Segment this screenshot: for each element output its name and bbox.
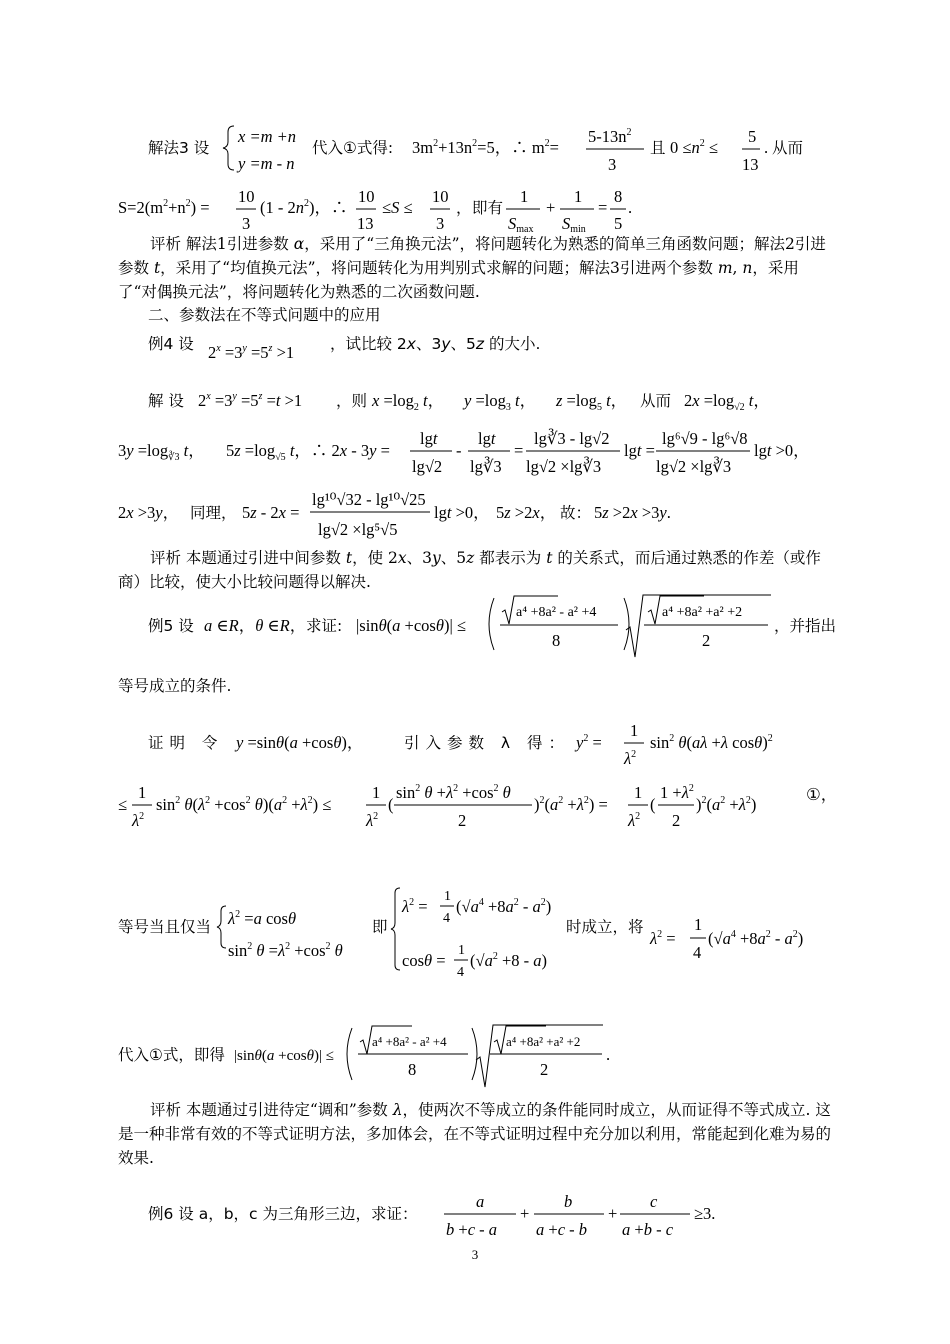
svg-text:(√a4 +8a2 - a2): $(√a^4 +8a^2 - a^2)$ — [456, 897, 552, 916]
svg-text:解 设: 解 设 — [148, 392, 184, 410]
svg-text:a⁴ +8a² - a² +4: a⁴ +8a² - a² +4 — [516, 605, 597, 620]
svg-text:Smax: Smax — [508, 214, 534, 235]
svg-text:lgt: lgt — [420, 429, 438, 448]
svg-text:例4 设: 例4 设 — [148, 335, 194, 353]
svg-text:b: b — [564, 1192, 573, 1211]
svg-text:3: 3 — [436, 214, 445, 233]
svg-text:1: 1 — [444, 889, 451, 904]
svg-text:≥3.: ≥3. — [694, 1204, 716, 1223]
svg-text:4: 4 — [693, 943, 702, 962]
svg-text:lg√2: lg√2 — [412, 457, 443, 476]
svg-text:λ2 =: $\lambda^2$ = — [650, 929, 676, 948]
svg-text:sin2 θ(λ2 +cos2 θ)(a2 +λ2) ≤: $\sin^2 \theta(\lambda^2 +\cos^2$ $\theta)(a^2 +\lambda^2)$ ≤ — [156, 795, 332, 814]
svg-text:1 +λ2: $1 +\lambda^2$ — [660, 783, 694, 802]
svg-text:lg∛3 - lg√2: lg∛3 - lg√2 — [534, 429, 610, 448]
substitution-line — [118, 1025, 610, 1087]
svg-text:a ∈R，θ ∈R，: a ∈R，θ ∈R， — [204, 616, 307, 635]
svg-text:13: 13 — [357, 214, 374, 233]
svg-text:)2(a2 +λ2) =: )$^2(a^2 +\lambda^2)$ = — [534, 795, 608, 814]
svg-text:5z - 2x =: 5z - 2x = — [242, 503, 300, 522]
svg-text:故：: 故： — [560, 504, 592, 522]
proof-line1 — [148, 721, 773, 768]
svg-text:lg¹⁰√32 - lg¹⁰√25: lg¹⁰√32 - lg¹⁰√25 — [312, 490, 426, 509]
svg-text:10: 10 — [358, 187, 375, 206]
svg-text:1: 1 — [520, 187, 529, 206]
svg-text:解法3 设: 解法3 设 — [148, 139, 210, 157]
svg-text:4: 4 — [443, 911, 450, 926]
equality-condition — [118, 888, 803, 980]
svg-text:1: 1 — [694, 915, 703, 934]
svg-text:即有: 即有 — [472, 199, 504, 217]
svg-text:=: = — [598, 198, 608, 217]
svg-text:(√a4 +8a2 - a2): $(√a^4 +8a^2 - a^2)$ — [708, 929, 804, 948]
svg-text:+: + — [608, 1204, 618, 1223]
svg-text:5z >2x，: 5z >2x， — [496, 503, 557, 522]
svg-text:)2(a2 +λ2): )$^2(a^2 +\lambda^2)$ — [696, 795, 757, 814]
svg-text:cosθ =: cosθ = — [402, 951, 446, 970]
svg-text:≤: ≤ — [118, 795, 128, 814]
svg-text:13: 13 — [742, 155, 759, 174]
svg-text:例5 设: 例5 设 — [148, 617, 194, 635]
svg-text:.: . — [764, 138, 769, 157]
svg-text:lgt >0，: lgt >0， — [754, 441, 810, 460]
svg-text:8: 8 — [408, 1060, 417, 1079]
svg-text:，试比较 2x、3y、5z 的大小.: ，试比较 2x、3y、5z 的大小. — [330, 335, 541, 353]
svg-text:≤S ≤: ≤S ≤ — [382, 198, 413, 217]
svg-text:2: 2 — [458, 811, 467, 830]
svg-text:-: - — [456, 441, 462, 460]
svg-text:lg∛3: lg∛3 — [470, 457, 502, 476]
svg-text:引入参数 λ 得：: 引入参数 λ 得： — [404, 734, 571, 752]
svg-text:(√a2 +8 - a): $(√a^2 +8 - a)$ — [470, 951, 547, 970]
svg-text:λ2: $\lambda^2$ — [624, 749, 637, 768]
svg-text:(: ( — [388, 795, 394, 814]
svg-text:证明 令: 证明 令 — [148, 734, 224, 752]
svg-text:求证:: 求证: — [306, 617, 343, 635]
svg-text:.: . — [606, 1045, 611, 1064]
svg-text:5z >2x >3y.: 5z >2x >3y. — [594, 503, 671, 522]
svg-text:从而: 从而 — [640, 392, 672, 410]
svg-text:且: 且 — [650, 139, 666, 157]
svg-text:10: 10 — [238, 187, 255, 206]
svg-text:同理，: 同理， — [190, 504, 237, 522]
svg-text:lg√2 ×lg⁵√5: lg√2 ×lg⁵√5 — [318, 520, 398, 539]
example4-solution-line1 — [148, 391, 770, 413]
svg-text:x =log2 t，: $x =\log_2$ t， — [372, 391, 445, 413]
svg-text:a: a — [476, 1192, 485, 1211]
solution3-line — [148, 126, 803, 174]
svg-text:8: 8 — [614, 187, 623, 206]
svg-text:0 ≤n2 ≤: $0 \le n^2$ ≤ — [670, 138, 718, 157]
svg-text:lg√2 ×lg∛3: lg√2 ×lg∛3 — [656, 457, 732, 476]
svg-text:lgt: lgt — [478, 429, 496, 448]
example5-condition-text: 等号成立的条件. — [118, 677, 232, 695]
svg-text:4: 4 — [457, 965, 464, 980]
svg-text:sin2 θ +λ2 +cos2 θ: $\sin^2 \theta +\lambda^2 +\cos^2$ θ — [396, 783, 511, 802]
svg-text:S=2(m2+n2) =: $S=2(m^2+n^2)$ = — [118, 198, 210, 217]
svg-text:1: 1 — [634, 783, 643, 802]
svg-text:|sinθ(a +cosθ)| ≤: |sinθ(a +cosθ)| ≤ — [234, 1048, 334, 1064]
svg-text:lg⁶√9 - lg⁶√8: lg⁶√9 - lg⁶√8 — [662, 429, 748, 448]
svg-text:2x =3y =5z >1: $2^x =3^y =5^z >1$ — [208, 343, 295, 362]
svg-text:5z =log√5 t，∴ 2x - 3y =: $5z =\log_{√5}$ t，∴ 2x - 3y = — [226, 441, 390, 463]
example4-statement — [148, 335, 540, 362]
example4-solution-line2 — [118, 428, 810, 476]
svg-text:λ2 =: $\lambda^2$ = — [402, 897, 428, 916]
svg-text:10: 10 — [432, 187, 449, 206]
svg-text:λ2 =a cosθ: $\lambda^2 =a$ cosθ — [228, 909, 297, 928]
svg-text:+: + — [546, 198, 556, 217]
svg-text:①，: ①， — [806, 785, 838, 804]
svg-text:2x =log√2 t，: $2x =\log_{√2}$ t， — [684, 391, 770, 413]
svg-text:例6 设 a，b，c 为三角形三边，求证：: 例6 设 a，b，c 为三角形三边，求证： — [148, 1205, 418, 1223]
svg-text:代入①式，即得: 代入①式，即得 — [118, 1046, 225, 1064]
svg-text:即: 即 — [372, 918, 388, 936]
svg-text:a⁴ +8a² +a² +2: a⁴ +8a² +a² +2 — [506, 1034, 581, 1049]
svg-text:y =m - n: y =m - n — [238, 154, 295, 173]
svg-text:λ2: $\lambda^2$ — [366, 811, 379, 830]
svg-text:lgt =: lgt = — [624, 441, 655, 460]
svg-text:a +c - b: a +c - b — [536, 1220, 588, 1239]
svg-text:3m2+13n2=5，∴ m2=: $3m^2+13n^2=5$，∴ $m^2=$ — [412, 138, 559, 157]
review-paragraph-1: 评析 解法1引进参数 α，采用了“三角换元法”，将问题转化为熟悉的简单三角函数问题；解法2引进参数 t，采用了“均值换元法”，将问题转化为用判别式求解的问题；解法3引进两个参数 m, n，采用了“对偶换元法”，将问题转化为熟悉的二次函数问题. — [118, 235, 826, 301]
page-number: 3 — [471, 1247, 479, 1262]
svg-text:Smin: Smin — [562, 214, 586, 235]
svg-text:，并指出: ，并指出 — [774, 617, 837, 635]
svg-text:5: 5 — [614, 214, 623, 233]
svg-text:1: 1 — [630, 721, 639, 740]
svg-text:3y =log∛3 t，: $3y =\log_{∛3}$ t， — [118, 441, 205, 463]
svg-text:2x =3y =5z =t >1: $2^x =3^y =5^z =t >1$ — [198, 391, 303, 410]
proof-line2 — [118, 783, 837, 830]
svg-text:λ2: $\lambda^2$ — [628, 811, 641, 830]
review-paragraph-2: 评析 本题通过引进中间参数 t，使 2x、3y、5z 都表示为 t 的关系式，而后通过熟悉的作差（或作商）比较，使大小比较问题得以解决. — [118, 549, 821, 591]
svg-text:sin2 θ(aλ +λ cosθ)2: $\sin^2 \theta(a\lambda +\lambda$ cosθ)$^2$ — [650, 733, 773, 752]
s-range-line — [118, 187, 632, 235]
svg-text:=: = — [514, 441, 524, 460]
review-paragraph-3: 评析 本题通过引进待定“调和”参数 λ，使两次不等成立的条件能同时成立，从而证得不等式成立. 这是一种非常有效的不等式证明方法，多加体会，在不等式证明过程中充分加以利用，常能起到化难为易的效果. — [118, 1101, 832, 1167]
svg-text:|sinθ(a +cosθ)| ≤: |sinθ(a +cosθ)| ≤ — [356, 616, 466, 635]
svg-text:b +c - a: b +c - a — [446, 1220, 498, 1239]
svg-text:2: 2 — [702, 631, 711, 650]
example6-statement — [148, 1192, 715, 1239]
svg-text:1: 1 — [574, 187, 583, 206]
svg-text:c: c — [650, 1192, 658, 1211]
svg-text:y2 =: $y^2$ = — [576, 733, 602, 752]
svg-text:1: 1 — [372, 783, 381, 802]
svg-text:8: 8 — [552, 631, 561, 650]
svg-text:a⁴ +8a² - a² +4: a⁴ +8a² - a² +4 — [372, 1034, 447, 1049]
svg-text:从而: 从而 — [772, 139, 804, 157]
svg-text:y =log3 t，: $y =\log_3$ t， — [464, 391, 537, 413]
svg-text:z =log5 t，: $z =\log_5$ t， — [556, 391, 628, 413]
svg-text:a +b - c: a +b - c — [622, 1220, 674, 1239]
svg-text:，: ， — [456, 200, 472, 217]
svg-text:5: 5 — [748, 127, 757, 146]
svg-text:.: . — [628, 198, 633, 217]
svg-text:λ2: $\lambda^2$ — [132, 811, 145, 830]
svg-text:1: 1 — [458, 943, 465, 958]
svg-text:时成立，将: 时成立，将 — [566, 918, 644, 936]
svg-text:3: 3 — [242, 214, 251, 233]
example5-statement — [148, 595, 836, 657]
section-heading: 二、参数法在不等式问题中的应用 — [148, 306, 381, 324]
svg-text:a⁴ +8a² +a² +2: a⁴ +8a² +a² +2 — [662, 605, 743, 620]
svg-text:2: 2 — [540, 1060, 549, 1079]
svg-text:2: 2 — [672, 811, 681, 830]
svg-text:(: ( — [650, 795, 656, 814]
svg-text:1: 1 — [138, 783, 147, 802]
svg-text:3: 3 — [608, 155, 617, 174]
svg-text:2x >3y，: 2x >3y， — [118, 503, 180, 522]
svg-text:x =m +n: x =m +n — [238, 127, 297, 146]
svg-text:y =sinθ(a +cosθ)，: y =sinθ(a +cosθ)， — [236, 733, 364, 752]
example4-solution-line3 — [118, 490, 671, 539]
svg-text:5-13n2: $5-13n^2$ — [588, 127, 632, 146]
svg-text:(1 - 2n2)，∴: $(1 - 2n^2)$，∴ — [260, 198, 348, 217]
svg-text:lgt >0，: lgt >0， — [434, 503, 490, 522]
svg-text:，则: ，则 — [336, 392, 368, 410]
svg-text:等号当且仅当: 等号当且仅当 — [118, 918, 212, 936]
svg-text:代入①式得:: 代入①式得: — [312, 139, 394, 157]
svg-text:sin2 θ =λ2 +cos2 θ: $\sin^2 \theta =\lambda^2 +\cos^2$ θ — [228, 941, 343, 960]
svg-text:+: + — [520, 1204, 530, 1223]
svg-text:lg√2 ×lg∛3: lg√2 ×lg∛3 — [526, 457, 602, 476]
